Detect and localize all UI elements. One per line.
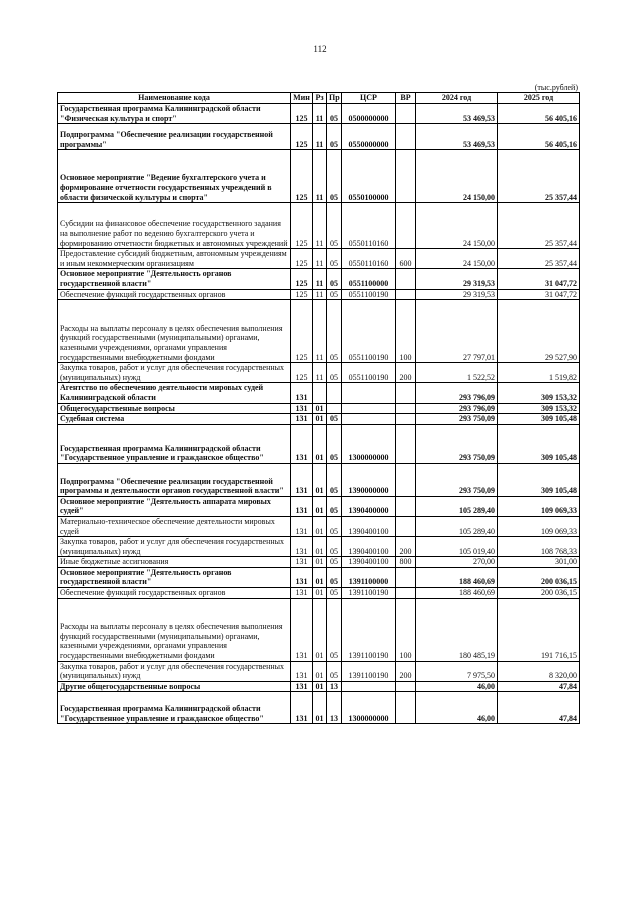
cell-min: 131 [291, 692, 313, 724]
cell-csr: 0550110160 [342, 203, 396, 249]
cell-2025: 8 320,00 [498, 661, 580, 681]
cell-pr: 13 [327, 681, 342, 692]
cell-2025: 200 036,15 [498, 588, 580, 599]
header-2025: 2025 год [498, 93, 580, 104]
cell-min: 131 [291, 557, 313, 568]
table-row [58, 588, 580, 599]
cell-min: 131 [291, 414, 313, 425]
cell-name: Другие общегосударственные вопросы [58, 681, 291, 692]
cell-pr: 05 [327, 598, 342, 661]
header-name: Наименование кода [58, 93, 291, 104]
cell-name: Государственная программа Калининградской области "Физическая культура и спорт" [58, 104, 291, 124]
cell-min: 131 [291, 588, 313, 599]
cell-min: 125 [291, 150, 313, 203]
cell-vr: 100 [396, 300, 416, 363]
cell-vr [396, 588, 416, 599]
table-row [58, 692, 580, 724]
cell-name: Субсидии на финансовое обеспечение государственного задания на выполнение работ по ведению бухгалтерского учета и формированию отчетности бюджетных и автономных учреждений [58, 203, 291, 249]
cell-rz: 01 [313, 567, 327, 587]
cell-pr: 05 [327, 124, 342, 150]
cell-2024: 1 522,52 [416, 363, 498, 383]
cell-csr: 1390400100 [342, 557, 396, 568]
cell-rz: 01 [313, 692, 327, 724]
cell-2024: 293 796,09 [416, 383, 498, 403]
cell-2025: 31 047,72 [498, 269, 580, 289]
table-row [58, 557, 580, 568]
header-csr: ЦСР [342, 93, 396, 104]
cell-name: Основное мероприятие "Ведение бухгалтерского учета и формирование отчетности государственных учреждений в области физической культуры и спорта" [58, 150, 291, 203]
cell-pr: 05 [327, 537, 342, 557]
cell-min: 125 [291, 269, 313, 289]
cell-min: 131 [291, 383, 313, 403]
table-row [58, 463, 580, 496]
cell-2025: 301,00 [498, 557, 580, 568]
table-row [58, 496, 580, 516]
cell-name: Закупка товаров, работ и услуг для обеспечения государственных (муниципальных) нужд [58, 661, 291, 681]
cell-pr: 13 [327, 692, 342, 724]
cell-vr [396, 104, 416, 124]
cell-vr [396, 692, 416, 724]
cell-vr [396, 516, 416, 536]
cell-csr: 0550000000 [342, 124, 396, 150]
page-number: 112 [313, 44, 327, 54]
unit-note: (тыс.рублей) [534, 83, 578, 92]
cell-vr [396, 414, 416, 425]
cell-2025: 309 105,48 [498, 463, 580, 496]
cell-pr: 05 [327, 424, 342, 463]
cell-2024: 53 469,53 [416, 104, 498, 124]
cell-vr: 800 [396, 557, 416, 568]
header-pr: Пр [327, 93, 342, 104]
cell-2024: 24 150,00 [416, 203, 498, 249]
cell-2024: 46,00 [416, 681, 498, 692]
cell-2025: 108 768,33 [498, 537, 580, 557]
cell-min: 125 [291, 203, 313, 249]
cell-name: Иные бюджетные ассигнования [58, 557, 291, 568]
cell-2024: 105 289,40 [416, 496, 498, 516]
cell-pr: 05 [327, 363, 342, 383]
cell-rz: 01 [313, 537, 327, 557]
cell-rz: 01 [313, 681, 327, 692]
table-row [58, 537, 580, 557]
cell-min: 131 [291, 463, 313, 496]
cell-vr: 200 [396, 661, 416, 681]
budget-table [57, 92, 580, 724]
cell-csr: 1390400000 [342, 496, 396, 516]
cell-rz: 01 [313, 516, 327, 536]
cell-csr: 0500000000 [342, 104, 396, 124]
cell-pr: 05 [327, 661, 342, 681]
cell-2025: 25 357,44 [498, 249, 580, 269]
cell-csr [342, 681, 396, 692]
cell-min: 131 [291, 424, 313, 463]
table-row [58, 414, 580, 425]
cell-rz: 01 [313, 496, 327, 516]
cell-csr: 1300000000 [342, 424, 396, 463]
cell-vr [396, 567, 416, 587]
cell-name: Предоставление субсидий бюджетным, автономным учреждениям и иным некоммерческим организациям [58, 249, 291, 269]
cell-min: 131 [291, 403, 313, 414]
header-2024: 2024 год [416, 93, 498, 104]
cell-min: 131 [291, 496, 313, 516]
table-row [58, 269, 580, 289]
cell-min: 131 [291, 661, 313, 681]
cell-csr: 0551100190 [342, 300, 396, 363]
cell-csr: 1391100190 [342, 598, 396, 661]
cell-csr: 1390000000 [342, 463, 396, 496]
cell-2025: 47,84 [498, 692, 580, 724]
table-body [58, 104, 580, 724]
cell-csr [342, 414, 396, 425]
table-row [58, 249, 580, 269]
cell-vr [396, 424, 416, 463]
cell-name: Основное мероприятие "Деятельность органов государственной власти" [58, 269, 291, 289]
cell-2024: 188 460,69 [416, 588, 498, 599]
cell-pr [327, 383, 342, 403]
cell-rz: 01 [313, 557, 327, 568]
table-row [58, 300, 580, 363]
cell-rz: 01 [313, 403, 327, 414]
cell-name: Закупка товаров, работ и услуг для обеспечения государственных (муниципальных) нужд [58, 537, 291, 557]
cell-vr [396, 150, 416, 203]
table-row [58, 289, 580, 300]
cell-pr: 05 [327, 463, 342, 496]
cell-rz: 11 [313, 363, 327, 383]
cell-pr: 05 [327, 104, 342, 124]
cell-pr: 05 [327, 414, 342, 425]
table-row [58, 681, 580, 692]
table-row [58, 104, 580, 124]
cell-min: 125 [291, 289, 313, 300]
cell-pr: 05 [327, 249, 342, 269]
cell-name: Общегосударственные вопросы [58, 403, 291, 414]
cell-rz: 01 [313, 661, 327, 681]
cell-rz: 01 [313, 414, 327, 425]
cell-2025: 56 405,16 [498, 104, 580, 124]
cell-rz: 01 [313, 463, 327, 496]
table-row [58, 661, 580, 681]
cell-min: 125 [291, 300, 313, 363]
cell-2025: 25 357,44 [498, 150, 580, 203]
cell-2025: 109 069,33 [498, 516, 580, 536]
cell-name: Подпрограмма "Обеспечение реализации государственной программы" [58, 124, 291, 150]
cell-2024: 53 469,53 [416, 124, 498, 150]
cell-2024: 46,00 [416, 692, 498, 724]
cell-min: 131 [291, 537, 313, 557]
cell-vr [396, 403, 416, 414]
cell-vr [396, 269, 416, 289]
cell-2025: 47,84 [498, 681, 580, 692]
cell-2024: 105 019,40 [416, 537, 498, 557]
cell-pr: 05 [327, 588, 342, 599]
cell-min: 125 [291, 249, 313, 269]
cell-csr: 0551100190 [342, 363, 396, 383]
cell-min: 131 [291, 516, 313, 536]
cell-name: Государственная программа Калининградской области "Государственное управление и гражданское общество" [58, 424, 291, 463]
header-rz: Рз [313, 93, 327, 104]
cell-2024: 29 319,53 [416, 289, 498, 300]
cell-min: 125 [291, 363, 313, 383]
cell-2025: 309 153,32 [498, 383, 580, 403]
cell-csr: 1390400100 [342, 516, 396, 536]
header-min: Мин [291, 93, 313, 104]
cell-csr: 1391100190 [342, 588, 396, 599]
cell-2024: 293 750,09 [416, 424, 498, 463]
cell-2025: 309 153,32 [498, 403, 580, 414]
cell-2024: 7 975,50 [416, 661, 498, 681]
cell-2024: 29 319,53 [416, 269, 498, 289]
cell-2025: 191 716,15 [498, 598, 580, 661]
cell-pr: 05 [327, 203, 342, 249]
cell-rz: 11 [313, 300, 327, 363]
cell-rz: 01 [313, 588, 327, 599]
cell-rz: 11 [313, 104, 327, 124]
cell-name: Государственная программа Калининградской области "Государственное управление и гражданское общество" [58, 692, 291, 724]
cell-pr: 05 [327, 516, 342, 536]
cell-vr [396, 496, 416, 516]
cell-min: 131 [291, 567, 313, 587]
cell-2025: 109 069,33 [498, 496, 580, 516]
table-row [58, 516, 580, 536]
cell-csr: 0550100000 [342, 150, 396, 203]
cell-2024: 24 150,00 [416, 249, 498, 269]
cell-csr: 1390400100 [342, 537, 396, 557]
cell-name: Закупка товаров, работ и услуг для обеспечения государственных (муниципальных) нужд [58, 363, 291, 383]
cell-2024: 188 460,69 [416, 567, 498, 587]
cell-2024: 27 797,01 [416, 300, 498, 363]
cell-name: Обеспечение функций государственных органов [58, 588, 291, 599]
cell-vr [396, 681, 416, 692]
cell-vr: 100 [396, 598, 416, 661]
cell-2024: 105 289,40 [416, 516, 498, 536]
table-row [58, 124, 580, 150]
cell-name: Судебная система [58, 414, 291, 425]
cell-csr: 0550110160 [342, 249, 396, 269]
cell-pr: 05 [327, 289, 342, 300]
cell-vr [396, 289, 416, 300]
cell-rz: 11 [313, 289, 327, 300]
cell-rz [313, 383, 327, 403]
cell-csr: 1300000000 [342, 692, 396, 724]
cell-name: Агентство по обеспечению деятельности мировых судей Калининградской области [58, 383, 291, 403]
cell-pr: 05 [327, 150, 342, 203]
cell-2024: 270,00 [416, 557, 498, 568]
cell-csr: 1391100000 [342, 567, 396, 587]
cell-vr: 600 [396, 249, 416, 269]
cell-vr: 200 [396, 537, 416, 557]
cell-csr: 0551100190 [342, 289, 396, 300]
cell-pr: 05 [327, 269, 342, 289]
cell-vr [396, 463, 416, 496]
cell-rz: 11 [313, 249, 327, 269]
cell-pr: 05 [327, 300, 342, 363]
cell-2024: 24 150,00 [416, 150, 498, 203]
cell-2025: 309 105,48 [498, 424, 580, 463]
cell-name: Основное мероприятие "Деятельность аппарата мировых судей" [58, 496, 291, 516]
cell-rz: 11 [313, 203, 327, 249]
cell-vr [396, 383, 416, 403]
table-header-row [58, 93, 580, 104]
cell-csr [342, 383, 396, 403]
cell-2024: 293 750,09 [416, 414, 498, 425]
cell-2025: 31 047,72 [498, 289, 580, 300]
table-row [58, 567, 580, 587]
cell-2024: 293 796,09 [416, 403, 498, 414]
cell-name: Расходы на выплаты персоналу в целях обеспечения выполнения функций государственными (муниципальными) органами, казенными учреждениями, органами управления государственными внебюджетными фондами [58, 300, 291, 363]
cell-min: 125 [291, 104, 313, 124]
cell-vr [396, 124, 416, 150]
cell-2025: 56 405,16 [498, 124, 580, 150]
cell-rz: 11 [313, 150, 327, 203]
cell-2024: 293 750,09 [416, 463, 498, 496]
cell-2025: 29 527,90 [498, 300, 580, 363]
table-row [58, 598, 580, 661]
header-vr: ВР [396, 93, 416, 104]
cell-name: Расходы на выплаты персоналу в целях обеспечения выполнения функций государственными (муниципальными) органами, казенными учреждениями, органами управления государственными внебюджетными фондами [58, 598, 291, 661]
cell-rz: 01 [313, 598, 327, 661]
cell-rz: 11 [313, 269, 327, 289]
cell-vr: 200 [396, 363, 416, 383]
cell-name: Обеспечение функций государственных органов [58, 289, 291, 300]
cell-csr [342, 403, 396, 414]
table-row [58, 403, 580, 414]
table-row [58, 383, 580, 403]
cell-pr: 05 [327, 496, 342, 516]
cell-pr: 05 [327, 557, 342, 568]
cell-2024: 180 485,19 [416, 598, 498, 661]
table-row [58, 363, 580, 383]
cell-min: 125 [291, 124, 313, 150]
table-row [58, 150, 580, 203]
cell-name: Подпрограмма "Обеспечение реализации государственной программы и деятельности органов государственной власти" [58, 463, 291, 496]
cell-min: 131 [291, 598, 313, 661]
cell-2025: 25 357,44 [498, 203, 580, 249]
table-row [58, 203, 580, 249]
cell-2025: 1 519,82 [498, 363, 580, 383]
cell-csr: 0551100000 [342, 269, 396, 289]
cell-rz: 11 [313, 124, 327, 150]
cell-pr: 05 [327, 567, 342, 587]
cell-pr [327, 403, 342, 414]
cell-name: Основное мероприятие "Деятельность органов государственной власти" [58, 567, 291, 587]
cell-csr: 1391100190 [342, 661, 396, 681]
cell-2025: 309 105,48 [498, 414, 580, 425]
cell-rz: 01 [313, 424, 327, 463]
table-row [58, 424, 580, 463]
cell-2025: 200 036,15 [498, 567, 580, 587]
cell-min: 131 [291, 681, 313, 692]
cell-name: Материально-техническое обеспечение деятельности мировых судей [58, 516, 291, 536]
cell-vr [396, 203, 416, 249]
